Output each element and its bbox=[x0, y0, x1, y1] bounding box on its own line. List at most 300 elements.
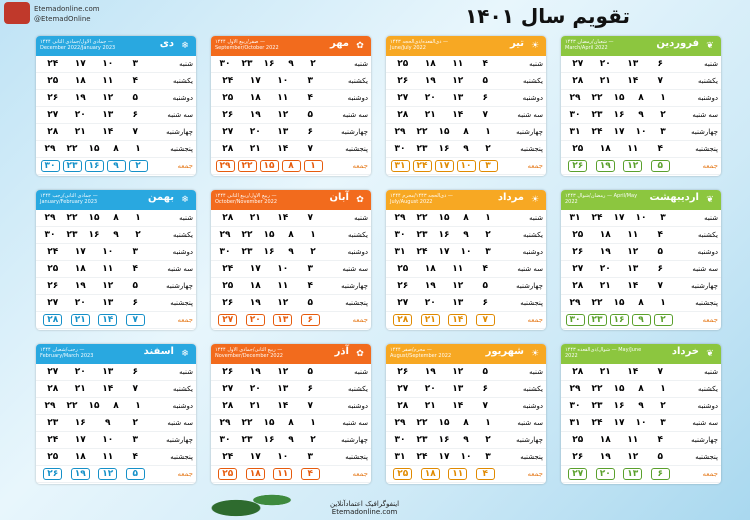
day-cells bbox=[389, 435, 499, 445]
weekday-label: سه شنبه bbox=[342, 419, 368, 427]
week-row bbox=[386, 56, 546, 73]
week-row bbox=[561, 432, 721, 449]
day-cell: ۳۰ bbox=[41, 160, 60, 172]
day-cell: ۲ bbox=[660, 110, 666, 120]
day-cell: ۲۱ bbox=[74, 384, 86, 394]
maple-leaf-icon: ✿ bbox=[356, 195, 364, 205]
week-row bbox=[386, 107, 546, 124]
day-cell: ۲۱ bbox=[599, 76, 611, 86]
weekday-label: یکشنبه bbox=[522, 385, 543, 393]
day-cell: ۲۵ bbox=[572, 435, 584, 445]
month-name: فروردین bbox=[656, 38, 699, 49]
day-cell: ۴ bbox=[307, 281, 313, 291]
day-cell: ۲۷ bbox=[572, 264, 584, 274]
day-cells bbox=[389, 384, 499, 394]
day-cell: ۲ bbox=[654, 314, 673, 326]
weekday-label: شنبه bbox=[179, 368, 193, 376]
month-card bbox=[561, 190, 721, 330]
weekday-label: چهارشنبه bbox=[166, 436, 193, 444]
day-cell: ۱۹ bbox=[71, 468, 90, 480]
day-cell: ۱۱ bbox=[452, 264, 464, 274]
day-cell: ۲۴ bbox=[222, 76, 234, 86]
day-cell: ۱۳ bbox=[627, 59, 639, 69]
day-cell: ۱۱ bbox=[448, 468, 467, 480]
month-subtitle: رمضان/شوال ۱۴۴۳ — April/May 2022 bbox=[565, 193, 638, 205]
day-cell: ۵ bbox=[657, 452, 663, 462]
day-cell: ۲۴ bbox=[222, 452, 234, 462]
month-subtitle: جمادی الثانی/رجب ۱۴۴۴ — January/February 2023 bbox=[40, 193, 98, 205]
day-cell: ۲۰ bbox=[599, 59, 611, 69]
month-subtitle: محرم/صفر ۱۴۴۴ — August/September 2022 bbox=[390, 347, 452, 359]
day-cell: ۱۰ bbox=[635, 127, 647, 137]
week-row bbox=[36, 56, 196, 73]
day-cell: ۷ bbox=[307, 213, 313, 223]
day-cell: ۲۶ bbox=[572, 247, 584, 257]
week-row bbox=[36, 124, 196, 141]
week-row bbox=[561, 210, 721, 227]
day-cells bbox=[214, 264, 324, 274]
day-cell: ۲۳ bbox=[63, 160, 82, 172]
day-cell: ۲۸ bbox=[397, 110, 409, 120]
day-cell: ۱۲ bbox=[102, 281, 114, 291]
day-cell: ۲ bbox=[660, 401, 666, 411]
day-cell: ۱۰ bbox=[277, 76, 289, 86]
week-row bbox=[36, 261, 196, 278]
day-cell: ۲۹ bbox=[569, 384, 581, 394]
day-cell: ۱۱ bbox=[102, 264, 114, 274]
leaf-icon: ❦ bbox=[706, 41, 714, 51]
weekday-label: چهارشنبه bbox=[516, 282, 543, 290]
day-cell: ۲۶ bbox=[397, 281, 409, 291]
day-cell: ۲۵ bbox=[47, 452, 59, 462]
day-cell: ۳ bbox=[485, 452, 491, 462]
week-row bbox=[36, 449, 196, 466]
weekday-label: سه شنبه bbox=[517, 111, 543, 119]
month-card bbox=[36, 36, 196, 176]
day-cells bbox=[389, 401, 499, 411]
day-cell: ۲۵ bbox=[222, 281, 234, 291]
weekday-label: یکشنبه bbox=[522, 231, 543, 239]
day-cell: ۷ bbox=[482, 401, 488, 411]
day-cells bbox=[389, 418, 499, 428]
day-cell: ۸ bbox=[463, 418, 469, 428]
weekday-label: سه شنبه bbox=[692, 265, 718, 273]
week-row bbox=[561, 244, 721, 261]
day-cell: ۲۰ bbox=[246, 314, 265, 326]
week-row bbox=[211, 210, 371, 227]
weekday-label: جمعه bbox=[352, 162, 368, 170]
day-cell: ۹ bbox=[105, 418, 111, 428]
day-cell: ۳۱ bbox=[569, 418, 581, 428]
day-cell: ۲۳ bbox=[66, 230, 78, 240]
weekday-label: پنجشنبه bbox=[345, 145, 368, 153]
day-cell: ۲۲ bbox=[416, 127, 428, 137]
day-cell: ۲۷ bbox=[572, 59, 584, 69]
leaf-icon: ❦ bbox=[706, 349, 714, 359]
month-card bbox=[36, 344, 196, 484]
maple-leaf-icon: ✿ bbox=[356, 349, 364, 359]
month-header bbox=[211, 36, 371, 56]
week-row bbox=[386, 210, 546, 227]
day-cell: ۳ bbox=[307, 76, 313, 86]
day-cell: ۱۸ bbox=[599, 230, 611, 240]
week-row bbox=[561, 90, 721, 107]
day-cells bbox=[214, 59, 324, 69]
weekday-label: جمعه bbox=[177, 162, 193, 170]
weekday-label: جمعه bbox=[527, 162, 543, 170]
weekday-label: دوشنبه bbox=[522, 402, 543, 410]
day-cell: ۱۲ bbox=[627, 247, 639, 257]
day-cell: ۱۵ bbox=[260, 160, 279, 172]
day-cell: ۸ bbox=[638, 93, 644, 103]
weekday-label: یکشنبه bbox=[172, 231, 193, 239]
day-cell: ۲۹ bbox=[44, 144, 56, 154]
day-cells bbox=[214, 281, 324, 291]
day-cells bbox=[39, 230, 149, 240]
day-cell: ۱۹ bbox=[249, 110, 261, 120]
day-cell: ۱۴ bbox=[102, 127, 114, 137]
day-cell: ۳۰ bbox=[394, 435, 406, 445]
day-cell: ۲۱ bbox=[74, 127, 86, 137]
day-cell: ۲۹ bbox=[394, 418, 406, 428]
week-row bbox=[36, 90, 196, 107]
day-cell: ۱۶ bbox=[613, 110, 625, 120]
day-cells bbox=[564, 144, 674, 154]
day-cell: ۲ bbox=[129, 160, 148, 172]
day-cell: ۱۷ bbox=[613, 127, 625, 137]
day-cell: ۳۰ bbox=[394, 230, 406, 240]
day-cell: ۲۷ bbox=[222, 384, 234, 394]
day-cells bbox=[564, 384, 674, 394]
day-cell: ۲۸ bbox=[222, 144, 234, 154]
day-cell: ۱۱ bbox=[627, 435, 639, 445]
day-cell: ۲۰ bbox=[249, 127, 261, 137]
day-cell: ۱۶ bbox=[438, 230, 450, 240]
month-name: مهر bbox=[329, 38, 349, 49]
day-cells bbox=[389, 93, 499, 103]
day-cell: ۲۵ bbox=[397, 264, 409, 274]
week-row bbox=[211, 398, 371, 415]
day-cell: ۳۰ bbox=[569, 110, 581, 120]
week-row bbox=[36, 295, 196, 312]
month-name: خرداد bbox=[671, 346, 699, 357]
day-cell: ۴ bbox=[657, 144, 663, 154]
day-cell: ۱۰ bbox=[277, 264, 289, 274]
week-row bbox=[211, 278, 371, 295]
day-cell: ۱۱ bbox=[273, 468, 292, 480]
week-row bbox=[211, 261, 371, 278]
day-cell: ۲۲ bbox=[591, 384, 603, 394]
month-card bbox=[561, 344, 721, 484]
day-cells bbox=[214, 127, 324, 137]
day-cell: ۳ bbox=[485, 247, 491, 257]
day-cell: ۲۷ bbox=[218, 314, 237, 326]
day-cell: ۸ bbox=[288, 418, 294, 428]
weekday-label: شنبه bbox=[704, 214, 718, 222]
week-row bbox=[561, 56, 721, 73]
day-cell: ۱۵ bbox=[438, 213, 450, 223]
leaf-icon: ❦ bbox=[706, 195, 714, 205]
day-cell: ۲۵ bbox=[218, 468, 237, 480]
day-cells bbox=[389, 298, 499, 308]
day-cell: ۲۹ bbox=[216, 160, 235, 172]
day-cell: ۶ bbox=[307, 127, 313, 137]
day-cell: ۱۰ bbox=[277, 452, 289, 462]
month-subtitle: شعبان/رمضان ۱۴۴۳ — March/April 2022 bbox=[565, 39, 614, 51]
day-cell: ۱۶ bbox=[610, 314, 629, 326]
day-cell: ۱۲ bbox=[277, 298, 289, 308]
day-cells bbox=[214, 93, 324, 103]
day-cells bbox=[214, 160, 324, 172]
day-cell: ۱۸ bbox=[249, 281, 261, 291]
day-cell: ۴ bbox=[132, 264, 138, 274]
day-cells bbox=[39, 281, 149, 291]
day-cell: ۱ bbox=[304, 160, 323, 172]
week-row bbox=[561, 227, 721, 244]
day-cell: ۱۴ bbox=[277, 144, 289, 154]
weekday-label: دوشنبه bbox=[522, 94, 543, 102]
day-cell: ۱۳ bbox=[627, 264, 639, 274]
weekday-label: چهارشنبه bbox=[166, 128, 193, 136]
day-cell: ۳ bbox=[660, 127, 666, 137]
day-cells bbox=[39, 435, 149, 445]
day-cell: ۳ bbox=[132, 247, 138, 257]
weekday-label: پنجشنبه bbox=[345, 299, 368, 307]
day-cell: ۱۱ bbox=[102, 76, 114, 86]
day-cells bbox=[389, 160, 499, 172]
day-cells bbox=[39, 452, 149, 462]
day-cells bbox=[389, 59, 499, 69]
month-header bbox=[561, 36, 721, 56]
day-cell: ۲۱ bbox=[249, 213, 261, 223]
day-cell: ۲۲ bbox=[66, 401, 78, 411]
day-cells bbox=[564, 452, 674, 462]
day-cells bbox=[564, 127, 674, 137]
day-cell: ۳۰ bbox=[219, 59, 231, 69]
day-cell: ۲۸ bbox=[222, 401, 234, 411]
day-cell: ۲۷ bbox=[47, 367, 59, 377]
day-cell: ۱۰ bbox=[102, 435, 114, 445]
day-cell: ۳ bbox=[307, 264, 313, 274]
calendar-grid bbox=[36, 36, 722, 484]
day-cell: ۱۸ bbox=[424, 264, 436, 274]
day-cell: ۲۲ bbox=[66, 144, 78, 154]
day-cell: ۲۵ bbox=[397, 59, 409, 69]
day-cells bbox=[389, 213, 499, 223]
snowflake-icon: ❄ bbox=[181, 195, 189, 205]
day-cells bbox=[39, 468, 149, 480]
day-cell: ۱۴ bbox=[452, 401, 464, 411]
weekday-label: جمعه bbox=[527, 470, 543, 478]
day-cell: ۱۵ bbox=[263, 230, 275, 240]
day-cells bbox=[214, 367, 324, 377]
week-row bbox=[386, 261, 546, 278]
week-row bbox=[561, 449, 721, 466]
site-handle: @EtemadOnline bbox=[34, 15, 91, 23]
day-cells bbox=[214, 144, 324, 154]
day-cells bbox=[564, 93, 674, 103]
day-cell: ۴ bbox=[657, 230, 663, 240]
day-cell: ۱۷ bbox=[613, 213, 625, 223]
day-cell: ۱۲ bbox=[277, 110, 289, 120]
day-cells bbox=[39, 213, 149, 223]
day-cell: ۱۱ bbox=[102, 452, 114, 462]
day-cell: ۲۱ bbox=[424, 401, 436, 411]
day-cell: ۱۷ bbox=[435, 160, 454, 172]
day-cell: ۲۸ bbox=[572, 76, 584, 86]
week-row bbox=[211, 141, 371, 158]
day-cell: ۱۷ bbox=[249, 76, 261, 86]
day-cell: ۲۲ bbox=[66, 213, 78, 223]
day-cell: ۶ bbox=[657, 59, 663, 69]
day-cell: ۲۰ bbox=[424, 93, 436, 103]
month-card bbox=[36, 190, 196, 330]
day-cell: ۵ bbox=[482, 367, 488, 377]
month-name: مرداد bbox=[497, 192, 524, 203]
day-cell: ۳۱ bbox=[569, 127, 581, 137]
day-cell: ۱۶ bbox=[263, 247, 275, 257]
month-subtitle: ربیع الاول/ربیع الثانی ۱۴۴۴ — October/November 2022 bbox=[215, 193, 278, 205]
week-row bbox=[211, 107, 371, 124]
day-cell: ۱۴ bbox=[448, 314, 467, 326]
day-cell: ۳ bbox=[660, 418, 666, 428]
day-cell: ۸ bbox=[638, 384, 644, 394]
day-cell: ۲۴ bbox=[416, 247, 428, 257]
day-cell: ۲۸ bbox=[43, 314, 62, 326]
day-cell: ۱۶ bbox=[88, 230, 100, 240]
weekday-label: سه شنبه bbox=[167, 111, 193, 119]
day-cell: ۳ bbox=[660, 213, 666, 223]
day-cells bbox=[389, 367, 499, 377]
day-cell: ۲۷ bbox=[47, 298, 59, 308]
month-header bbox=[211, 190, 371, 210]
day-cell: ۱ bbox=[660, 298, 666, 308]
day-cell: ۷ bbox=[657, 367, 663, 377]
month-subtitle: ربیع الثانی/جمادی الاول ۱۴۴۴ — November/December 2022 bbox=[215, 347, 283, 359]
day-cell: ۱۱ bbox=[627, 230, 639, 240]
day-cell: ۲ bbox=[485, 435, 491, 445]
weekday-label: چهارشنبه bbox=[691, 282, 718, 290]
day-cells bbox=[389, 230, 499, 240]
weekday-label: شنبه bbox=[529, 214, 543, 222]
day-cell: ۹ bbox=[632, 314, 651, 326]
day-cell: ۵ bbox=[651, 160, 670, 172]
day-cell: ۱۶ bbox=[263, 435, 275, 445]
day-cells bbox=[39, 384, 149, 394]
day-cell: ۲۷ bbox=[397, 298, 409, 308]
day-cell: ۵ bbox=[307, 367, 313, 377]
day-cell: ۲۹ bbox=[394, 213, 406, 223]
day-cell: ۲۵ bbox=[572, 230, 584, 240]
day-cell: ۴ bbox=[307, 93, 313, 103]
day-cell: ۲ bbox=[132, 418, 138, 428]
week-row bbox=[211, 381, 371, 398]
day-cell: ۲۳ bbox=[241, 435, 253, 445]
week-row bbox=[386, 295, 546, 312]
week-row bbox=[561, 141, 721, 158]
day-cells bbox=[564, 435, 674, 445]
weekday-label: یکشنبه bbox=[347, 77, 368, 85]
day-cell: ۹ bbox=[638, 110, 644, 120]
weekday-label: چهارشنبه bbox=[341, 282, 368, 290]
weekday-label: جمعه bbox=[177, 316, 193, 324]
weekday-label: شنبه bbox=[529, 60, 543, 68]
day-cell: ۳۰ bbox=[219, 435, 231, 445]
site-credit bbox=[34, 4, 100, 24]
day-cell: ۱۸ bbox=[74, 452, 86, 462]
footer-url: Etemadonline.com bbox=[331, 508, 398, 516]
weekday-label: دوشنبه bbox=[172, 248, 193, 256]
weekday-label: دوشنبه bbox=[697, 94, 718, 102]
weekday-label: یکشنبه bbox=[522, 77, 543, 85]
day-cells bbox=[39, 59, 149, 69]
day-cell: ۲ bbox=[135, 230, 141, 240]
day-cell: ۹ bbox=[107, 160, 126, 172]
month-header bbox=[36, 344, 196, 364]
day-cell: ۱۱ bbox=[627, 144, 639, 154]
week-row bbox=[36, 381, 196, 398]
weekday-label: پنجشنبه bbox=[170, 453, 193, 461]
weekday-label: چهارشنبه bbox=[516, 436, 543, 444]
day-cell: ۴ bbox=[476, 468, 495, 480]
weekday-label: سه شنبه bbox=[692, 111, 718, 119]
month-header bbox=[386, 36, 546, 56]
day-cell: ۱۴ bbox=[277, 401, 289, 411]
week-row bbox=[561, 295, 721, 312]
day-cell: ۳۱ bbox=[394, 247, 406, 257]
day-cell: ۲۲ bbox=[241, 418, 253, 428]
day-cells bbox=[39, 401, 149, 411]
day-cell: ۲ bbox=[310, 435, 316, 445]
day-cell: ۲۶ bbox=[222, 110, 234, 120]
site-url: Etemadonline.com bbox=[34, 5, 100, 13]
day-cells bbox=[564, 281, 674, 291]
day-cell: ۱۳ bbox=[452, 384, 464, 394]
day-cell: ۱۲ bbox=[102, 93, 114, 103]
weekday-label: جمعه bbox=[702, 162, 718, 170]
weekday-label: چهارشنبه bbox=[691, 436, 718, 444]
day-cell: ۴ bbox=[132, 76, 138, 86]
day-cell: ۸ bbox=[282, 160, 301, 172]
weekday-label: شنبه bbox=[179, 60, 193, 68]
day-cell: ۳ bbox=[307, 452, 313, 462]
week-row bbox=[36, 466, 196, 483]
day-cell: ۳۱ bbox=[394, 452, 406, 462]
weekday-label: پنجشنبه bbox=[170, 299, 193, 307]
weekday-label: چهارشنبه bbox=[166, 282, 193, 290]
day-cell: ۲۲ bbox=[241, 230, 253, 240]
day-cell: ۷ bbox=[132, 384, 138, 394]
day-cells bbox=[214, 401, 324, 411]
weekday-label: دوشنبه bbox=[697, 402, 718, 410]
snowflake-icon: ❄ bbox=[181, 349, 189, 359]
day-cell: ۱۰ bbox=[635, 213, 647, 223]
weekday-label: یکشنبه bbox=[347, 385, 368, 393]
day-cell: ۱۲ bbox=[277, 367, 289, 377]
day-cell: ۵ bbox=[482, 281, 488, 291]
weekday-label: پنجشنبه bbox=[695, 453, 718, 461]
day-cell: ۱۳ bbox=[452, 298, 464, 308]
day-cell: ۲۹ bbox=[569, 298, 581, 308]
day-cell: ۱۲ bbox=[627, 452, 639, 462]
month-name: اردیبهشت bbox=[649, 192, 699, 203]
sun-icon: ☀ bbox=[530, 41, 540, 51]
day-cell: ۷ bbox=[126, 314, 145, 326]
week-row bbox=[36, 210, 196, 227]
day-cell: ۲۱ bbox=[249, 144, 261, 154]
month-subtitle: رجب/شعبان ۱۴۴۴ — February/March 2023 bbox=[40, 347, 94, 359]
day-cells bbox=[214, 213, 324, 223]
